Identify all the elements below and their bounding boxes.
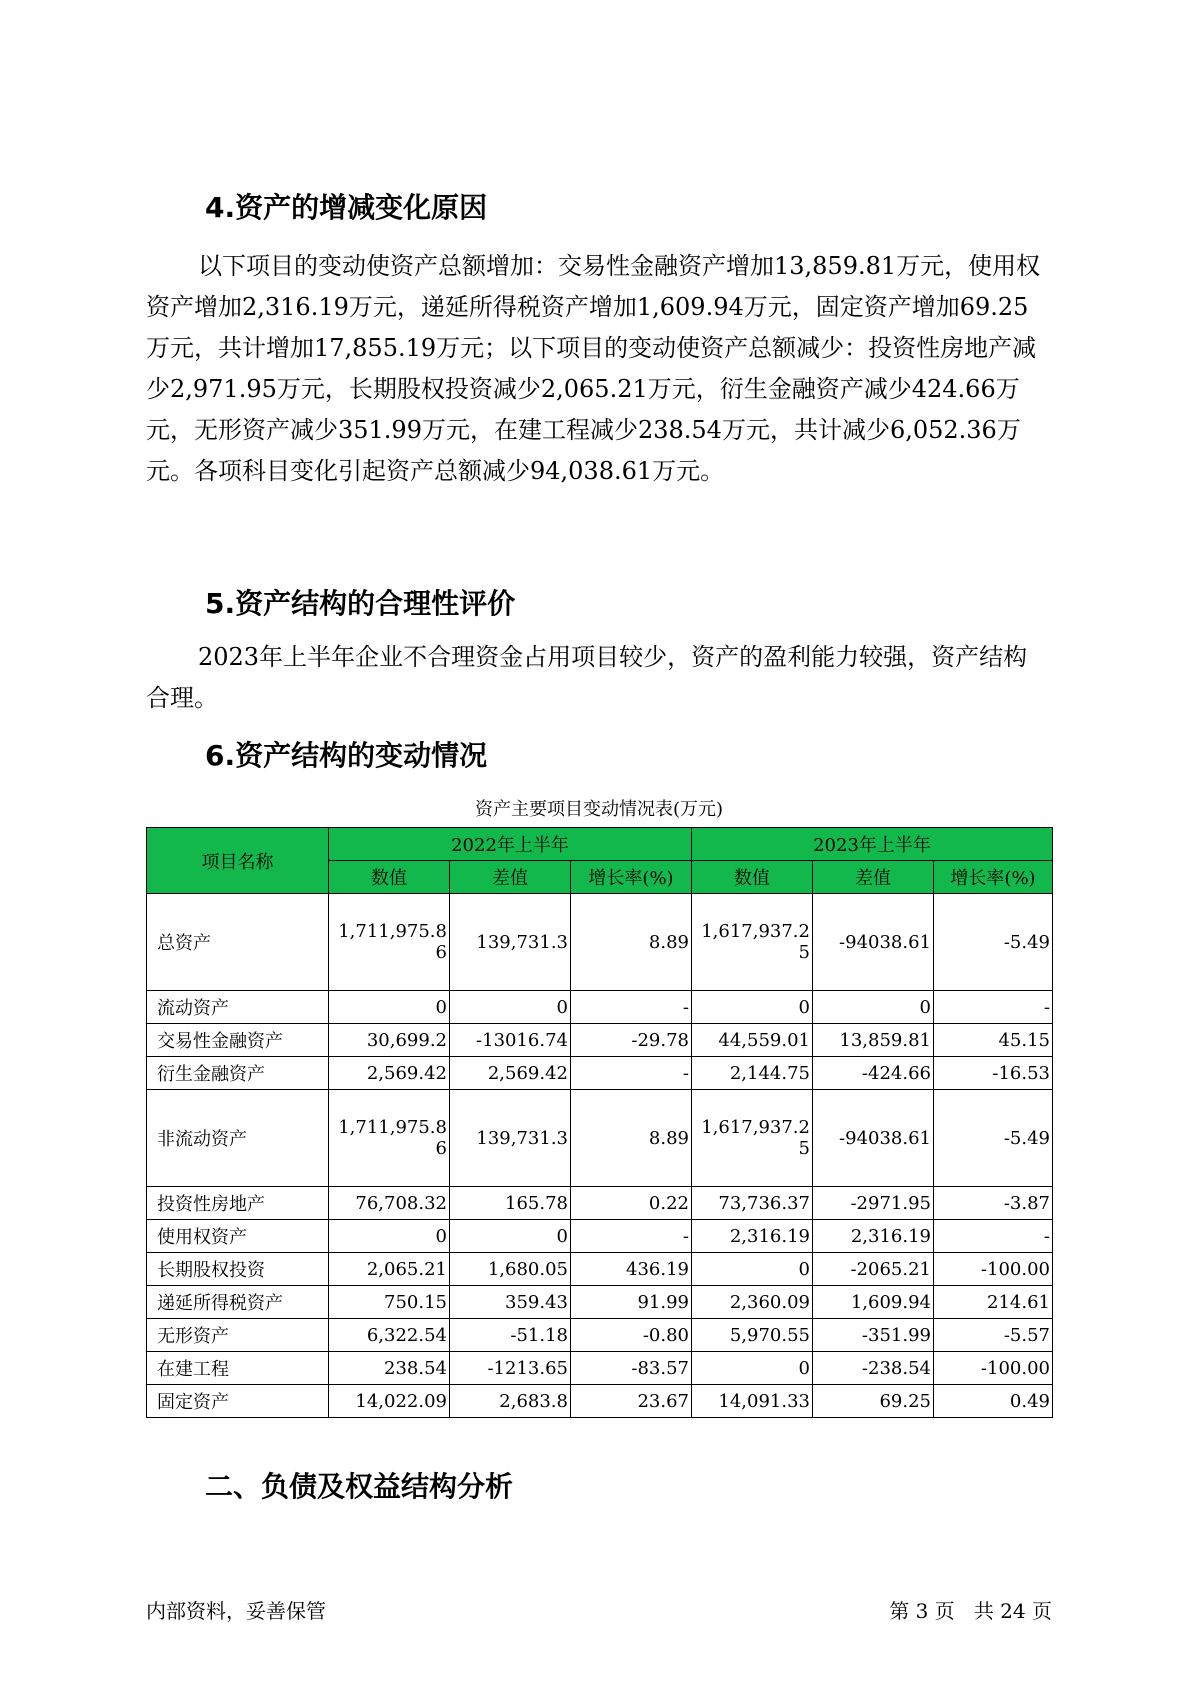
diff-2022: 2,683.8	[450, 1385, 571, 1418]
value-2022: 238.54	[329, 1352, 450, 1385]
row-name: 总资产	[147, 894, 329, 991]
growth-2023: -100.00	[934, 1253, 1053, 1286]
section-6-heading: 6.资产结构的变动情况	[205, 739, 488, 772]
row-name: 长期股权投资	[147, 1253, 329, 1286]
value-2022: 750.15	[329, 1286, 450, 1319]
growth-2023: -5.49	[934, 1090, 1053, 1187]
row-name: 递延所得税资产	[147, 1286, 329, 1319]
footer-page-number: 第 3 页 共 24 页	[889, 1599, 1052, 1623]
footer-confidential-note: 内部资料，妥善保管	[146, 1599, 326, 1623]
diff-2022: -13016.74	[450, 1024, 571, 1057]
diff-2023: -94038.61	[813, 1090, 934, 1187]
diff-2023: -2065.21	[813, 1253, 934, 1286]
section-5-text: 2023年上半年企业不合理资金占用项目较少，资产的盈利能力较强，资产结构合理。	[146, 643, 1028, 712]
section-4-text: 以下项目的变动使资产总额增加：交易性金融资产增加13,859.81万元，使用权资产增加2,316.19万元，递延所得税资产增加1,609.94万元，固定资产增加69.25万元，共计增加17,855.19万元；以下项目的变动使资产总额减少：投资性房地产减少2,971.95万元，长期股权投资减少2,065.21万元，衍生金融资产减少424.66万元，无形资产减少351.99万元，在建工程减少238.54万元，共计减少6,052.36万元。各项科目变化引起资产总额减少94,038.61万元。	[146, 252, 1041, 485]
growth-2023: -16.53	[934, 1057, 1053, 1090]
value-2022: 6,322.54	[329, 1319, 450, 1352]
diff-2023: 0	[813, 991, 934, 1024]
row-name: 非流动资产	[147, 1090, 329, 1187]
value-2023: 1,617,937.25	[692, 1090, 813, 1187]
value-2023: 2,360.09	[692, 1286, 813, 1319]
value-2023: 2,144.75	[692, 1057, 813, 1090]
growth-2022: -29.78	[571, 1024, 692, 1057]
diff-2022: -51.18	[450, 1319, 571, 1352]
table-row	[147, 1385, 1053, 1418]
growth-2022: -	[571, 1220, 692, 1253]
growth-2022: -	[571, 991, 692, 1024]
header-diff-2023: 差值	[813, 861, 934, 894]
value-2023: 73,736.37	[692, 1187, 813, 1220]
growth-2022: -	[571, 1057, 692, 1090]
value-2022: 2,569.42	[329, 1057, 450, 1090]
diff-2023: -424.66	[813, 1057, 934, 1090]
value-2022: 2,065.21	[329, 1253, 450, 1286]
growth-2022: 8.89	[571, 894, 692, 991]
growth-2023: -	[934, 1220, 1053, 1253]
value-2022: 30,699.2	[329, 1024, 450, 1057]
value-2022: 1,711,975.86	[329, 894, 450, 991]
diff-2022: 139,731.3	[450, 894, 571, 991]
asset-change-table	[146, 827, 1053, 1418]
table-row	[147, 1057, 1053, 1090]
growth-2022: -0.80	[571, 1319, 692, 1352]
value-2023: 0	[692, 991, 813, 1024]
row-name: 固定资产	[147, 1385, 329, 1418]
liability-section-heading: 二、负债及权益结构分析	[205, 1470, 514, 1503]
row-name: 衍生金融资产	[147, 1057, 329, 1090]
header-period-2023: 2023年上半年	[692, 828, 1053, 861]
growth-2023: -5.49	[934, 894, 1053, 991]
growth-2022: 91.99	[571, 1286, 692, 1319]
growth-2022: -83.57	[571, 1352, 692, 1385]
header-growth-2022: 增长率(%)	[571, 861, 692, 894]
header-diff-2022: 差值	[450, 861, 571, 894]
table-row	[147, 1090, 1053, 1187]
table-row	[147, 1024, 1053, 1057]
diff-2022: 0	[450, 1220, 571, 1253]
value-2022: 0	[329, 1220, 450, 1253]
value-2023: 44,559.01	[692, 1024, 813, 1057]
diff-2022: 1,680.05	[450, 1253, 571, 1286]
growth-2023: 0.49	[934, 1385, 1053, 1418]
value-2023: 2,316.19	[692, 1220, 813, 1253]
diff-2022: -1213.65	[450, 1352, 571, 1385]
value-2022: 76,708.32	[329, 1187, 450, 1220]
value-2023: 0	[692, 1253, 813, 1286]
diff-2022: 2,569.42	[450, 1057, 571, 1090]
table-row	[147, 1220, 1053, 1253]
header-period-2022: 2022年上半年	[329, 828, 692, 861]
diff-2022: 0	[450, 991, 571, 1024]
row-name: 投资性房地产	[147, 1187, 329, 1220]
diff-2023: 69.25	[813, 1385, 934, 1418]
value-2023: 1,617,937.25	[692, 894, 813, 991]
growth-2022: 8.89	[571, 1090, 692, 1187]
diff-2023: -238.54	[813, 1352, 934, 1385]
growth-2023: -3.87	[934, 1187, 1053, 1220]
table-row	[147, 1352, 1053, 1385]
header-value-2023: 数值	[692, 861, 813, 894]
table-row	[147, 1286, 1053, 1319]
row-name: 在建工程	[147, 1352, 329, 1385]
row-name: 交易性金融资产	[147, 1024, 329, 1057]
diff-2023: 2,316.19	[813, 1220, 934, 1253]
value-2023: 14,091.33	[692, 1385, 813, 1418]
table-row	[147, 1187, 1053, 1220]
row-name: 使用权资产	[147, 1220, 329, 1253]
value-2022: 0	[329, 991, 450, 1024]
value-2022: 14,022.09	[329, 1385, 450, 1418]
growth-2023: 45.15	[934, 1024, 1053, 1057]
table-row	[147, 991, 1053, 1024]
section-5-heading: 5.资产结构的合理性评价	[205, 587, 516, 620]
diff-2022: 139,731.3	[450, 1090, 571, 1187]
diff-2022: 359.43	[450, 1286, 571, 1319]
growth-2022: 0.22	[571, 1187, 692, 1220]
row-name: 无形资产	[147, 1319, 329, 1352]
section-4-body	[146, 246, 1046, 492]
header-growth-2023: 增长率(%)	[934, 861, 1053, 894]
section-4-heading: 4.资产的增减变化原因	[205, 191, 488, 224]
value-2023: 5,970.55	[692, 1319, 813, 1352]
diff-2023: 1,609.94	[813, 1286, 934, 1319]
diff-2023: 13,859.81	[813, 1024, 934, 1057]
growth-2022: 436.19	[571, 1253, 692, 1286]
header-item-name: 项目名称	[147, 828, 329, 894]
table-row	[147, 1253, 1053, 1286]
diff-2023: -351.99	[813, 1319, 934, 1352]
table-row	[147, 894, 1053, 991]
diff-2023: -2971.95	[813, 1187, 934, 1220]
section-5-body	[146, 637, 1046, 719]
value-2022: 1,711,975.86	[329, 1090, 450, 1187]
row-name: 流动资产	[147, 991, 329, 1024]
table-caption: 资产主要项目变动情况表(万元)	[474, 799, 724, 820]
growth-2022: 23.67	[571, 1385, 692, 1418]
diff-2022: 165.78	[450, 1187, 571, 1220]
growth-2023: -5.57	[934, 1319, 1053, 1352]
growth-2023: 214.61	[934, 1286, 1053, 1319]
growth-2023: -	[934, 991, 1053, 1024]
diff-2023: -94038.61	[813, 894, 934, 991]
growth-2023: -100.00	[934, 1352, 1053, 1385]
header-value-2022: 数值	[329, 861, 450, 894]
value-2023: 0	[692, 1352, 813, 1385]
table-row	[147, 1319, 1053, 1352]
